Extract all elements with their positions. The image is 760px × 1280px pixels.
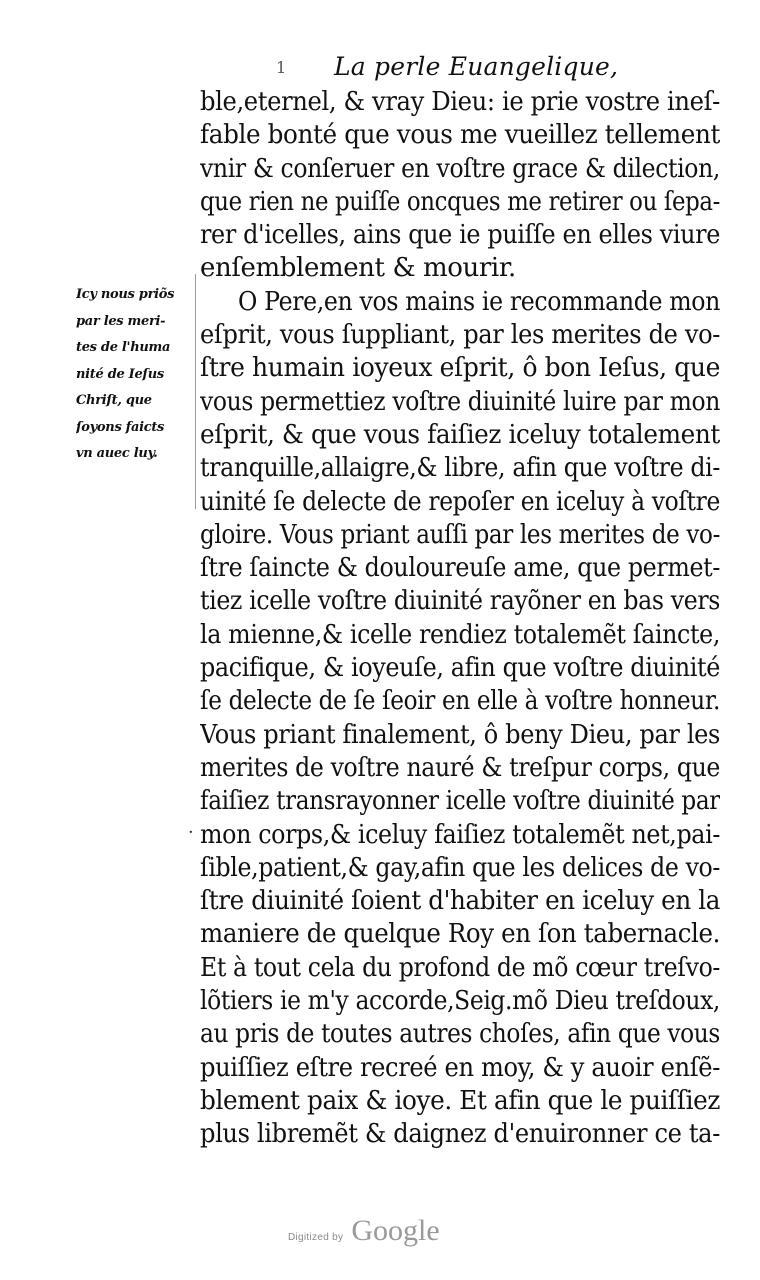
text-line: ble,eternel, & vray Dieu: ie prie vostre ineſ-: [200, 87, 720, 117]
text-line: ſtre humain ioyeux eſprit, ô bon Ieſus, que: [200, 353, 720, 384]
text-line: ſible,patient,& gay,afin que les delices de vo-: [200, 852, 720, 883]
text-line: au pris de toutes autres choſes, afin que vous: [200, 1019, 720, 1050]
text-line: fable bonté que vous me vueillez tellement: [200, 120, 720, 151]
text-line: tiez icelle voſtre diuinité rayõner en bas vers: [200, 586, 720, 617]
text-line: enſemblement & mourir.: [200, 253, 516, 284]
text-line: plus libremẽt & daignez d'enuironner ce ta-: [200, 1119, 720, 1150]
text-line: gloire. Vous priant auſſi par les merites de vo-: [200, 519, 720, 550]
text-line: tranquille,allaigre,& libre, afin que voſtre di-: [200, 453, 720, 484]
text-line: O Pere,en vos mains ie recommande mon: [238, 286, 720, 317]
margin-note-line: nité de Ieſus: [76, 366, 164, 382]
text-line: lõtiers ie m'y accorde,Seig.mõ Dieu treſdoux,: [200, 986, 720, 1017]
text-line: ſtre diuinité ſoient d'habiter en iceluy en la: [200, 886, 720, 917]
text-line: vous permettiez voſtre diuinité luire par mon: [200, 386, 720, 417]
margin-note-line: par les meri-: [76, 313, 166, 329]
text-line: rer d'icelles, ains que ie puiſſe en elles viure: [200, 220, 720, 251]
body-text: [200, 86, 720, 1152]
text-line: que rien ne puiſſe oncques me retirer ou ſepa-: [200, 186, 720, 217]
text-line: Et à tout cela du profond de mõ cœur treſvo-: [200, 952, 720, 983]
text-line: faiſiez transrayonner icelle voſtre diuinité par: [200, 786, 720, 817]
margin-note-line: Chriſt, que: [76, 393, 152, 408]
digitized-label: Digitized by: [288, 1232, 344, 1243]
running-head-mark: 1: [276, 58, 287, 77]
text-line: merites de voſtre nauré & treſpur corps, que: [200, 752, 720, 783]
margin-rule: [195, 274, 196, 509]
text-line: ſe delecte de ſe ſeoir en elle à voſtre honneur.: [200, 686, 720, 717]
ink-mark: ·: [188, 822, 194, 843]
margin-note-line: Icy nous priõs: [76, 287, 175, 302]
text-line: ſtre ſaincte & douloureuſe ame, que permet-: [200, 553, 720, 584]
google-logo: Google: [351, 1214, 440, 1247]
text-line: maniere de quelque Roy en ſon tabernacle.: [200, 919, 720, 950]
running-head: La perle Euangelique,: [334, 52, 619, 81]
margin-note-line: tes de l'huma: [76, 340, 171, 355]
text-line: uinité ſe delecte de repoſer en iceluy à voſtre: [200, 486, 720, 517]
text-line: eſprit, vous ſuppliant, par les merites de vo-: [200, 320, 720, 351]
digitization-footer: [288, 1214, 440, 1248]
margin-note-line: ſoyons faicts: [76, 419, 165, 435]
text-line: pacifique, & ioyeuſe, afin que voſtre diuinité: [200, 653, 720, 684]
text-line: eſprit, & que vous faiſiez iceluy totalement: [200, 419, 720, 450]
margin-note-line: vn auec luy.: [76, 446, 158, 461]
text-line: blement paix & ioye. Et afin que le puiſſiez: [200, 1085, 720, 1116]
margin-note: [76, 282, 194, 468]
text-line: mon corps,& iceluy faiſiez totalemẽt net,pai-: [200, 819, 720, 850]
text-line: puiſſiez eſtre recreé en moy, & y auoir enſẽ-: [200, 1052, 720, 1083]
text-line: la mienne,& icelle rendiez totalemẽt ſaincte,: [200, 619, 720, 650]
text-line: vnir & conſeruer en voſtre grace & dilection,: [200, 153, 720, 184]
text-line: Vous priant finalement, ô beny Dieu, par les: [200, 719, 720, 750]
